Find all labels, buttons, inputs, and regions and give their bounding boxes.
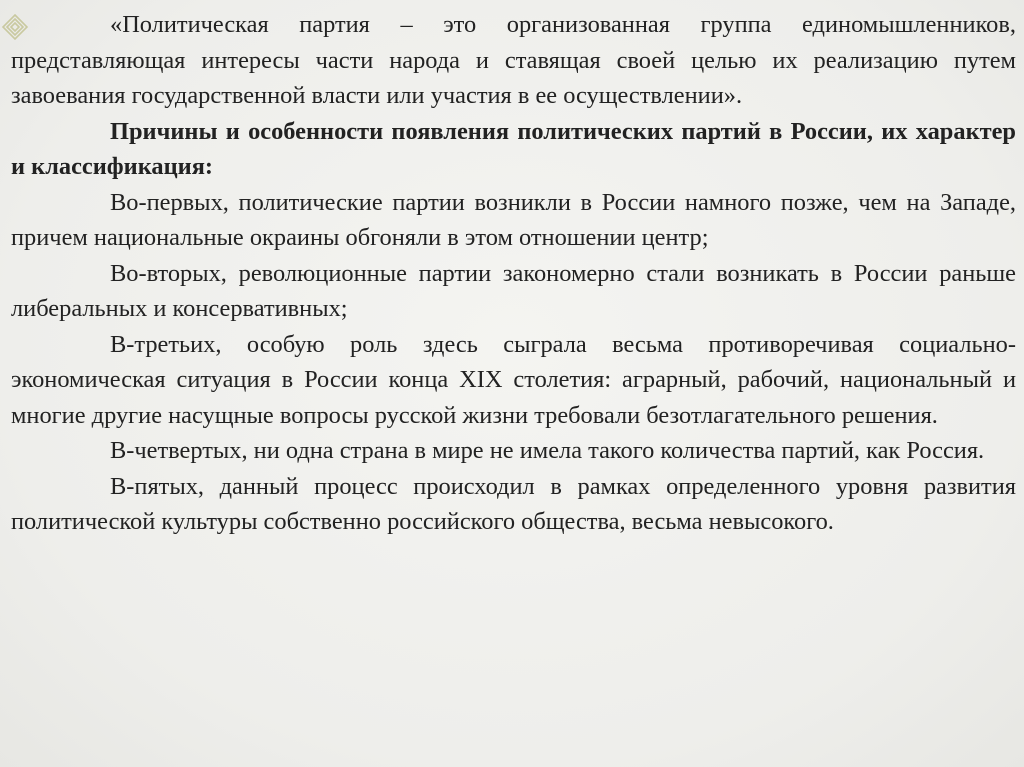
section-heading: Причины и особенности появления политических партий в России, их характер и классификация: xyxy=(11,117,1016,180)
slide-text xyxy=(11,7,1016,540)
reason-fourth-paragraph: В-четвертых, ни одна страна в мире не имела такого количества партий, как Россия. xyxy=(110,437,985,464)
reason-fifth-paragraph: В-пятых, данный процесс происходил в рамках определенного уровня развития политической культуры собственно российского общества, весьма невысокого. xyxy=(11,472,1016,535)
reason-first-paragraph: Во-первых, политические партии возникли в России намного позже, чем на Западе, причем национальные окраины обгоняли в этом отношении центр; xyxy=(11,188,1016,251)
reason-third-paragraph: В-третьих, особую роль здесь сыграла весьма противоречивая социально-экономическая ситуация в России конца XIX столетия: аграрный, рабочий, национальный и многие другие насущные вопросы русской жизни требовали безотлагательного решения. xyxy=(11,330,1016,429)
definition-paragraph: «Политическая партия – это организованная группа единомышленников, представляющая интересы части народа и ставящая своей целью их реализацию путем завоевания государственной власти или участия в ее осуществлении». xyxy=(11,11,1016,109)
reason-second-paragraph: Во-вторых, революционные партии закономерно стали возникать в России раньше либеральных и консервативных; xyxy=(11,259,1016,322)
